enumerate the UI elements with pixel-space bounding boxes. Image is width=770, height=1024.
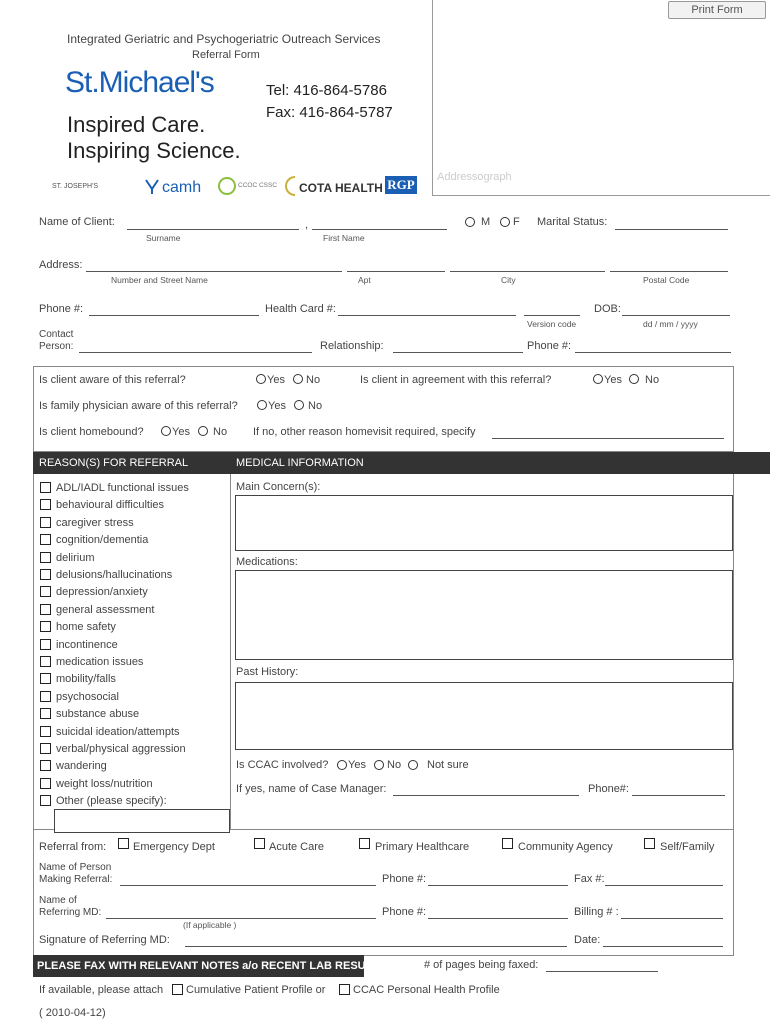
past-history-field[interactable]: [235, 682, 733, 750]
ccac-question: Is CCAC involved?: [236, 759, 329, 771]
referral-source-label: Self/Family: [660, 841, 715, 853]
md-label-1: Name of: [39, 895, 77, 906]
homebound-no-label: No: [213, 426, 228, 438]
reason-label: verbal/physical aggression: [56, 743, 186, 755]
postal-hint: Postal Code: [643, 275, 690, 285]
referral-source-checkbox[interactable]: [502, 838, 513, 849]
reason-label: Other (please specify):: [56, 795, 167, 807]
person-label-1: Name of Person: [39, 862, 112, 873]
ccac-no-radio[interactable]: [374, 760, 384, 770]
form-title: Referral Form: [192, 49, 260, 61]
referral-source-checkbox[interactable]: [254, 838, 265, 849]
first-name-hint: First Name: [323, 233, 365, 243]
medications-field[interactable]: [235, 570, 733, 660]
reason-checkbox[interactable]: [40, 639, 51, 650]
camh-logo: camh: [162, 179, 202, 196]
city-hint: City: [501, 275, 516, 285]
street-hint: Number and Street Name: [111, 275, 208, 285]
st-josephs-logo: ST. JOSEPH'S: [52, 183, 99, 190]
reason-label: weight loss/nutrition: [56, 778, 153, 790]
cota-logo-icon: [285, 176, 295, 196]
aware-yes-radio[interactable]: [256, 374, 266, 384]
reason-label: psychosocial: [56, 691, 119, 703]
person-name-field[interactable]: [120, 885, 376, 886]
reason-label: general assessment: [56, 604, 155, 616]
person-phone-field[interactable]: [428, 885, 568, 886]
contact-phone-label: Phone #:: [527, 340, 572, 352]
reason-label: ADL/IADL functional issues: [56, 482, 189, 494]
ccac-yes-radio[interactable]: [337, 760, 347, 770]
md-name-field[interactable]: [106, 918, 376, 919]
surname-field[interactable]: [127, 229, 299, 230]
referral-source-checkbox[interactable]: [118, 838, 129, 849]
name-of-client-label: Name of Client:: [39, 216, 115, 228]
tagline-2: Inspiring Science.: [67, 138, 241, 163]
md-phone-field[interactable]: [428, 918, 568, 919]
cpp-checkbox[interactable]: [172, 984, 183, 995]
ccac-not-sure-radio[interactable]: [408, 760, 418, 770]
signature-label: Signature of Referring MD:: [39, 934, 170, 946]
ccac-profile-label: CCAC Personal Health Profile: [353, 984, 500, 996]
relationship-field[interactable]: [393, 352, 523, 353]
sex-f-radio[interactable]: [500, 217, 510, 227]
dob-format-hint: dd / mm / yyyy: [643, 319, 698, 329]
postal-code-field[interactable]: [610, 271, 728, 272]
form-version: ( 2010-04-12): [39, 1007, 106, 1019]
reason-label: substance abuse: [56, 708, 140, 720]
medical-header: MEDICAL INFORMATION: [236, 457, 364, 469]
ccoc-logo: CCOC CSSC: [238, 182, 278, 189]
org-title: Integrated Geriatric and Psychogeriatric Outreach Services: [67, 32, 381, 46]
fax-notice: PLEASE FAX WITH RELEVANT NOTES a/o RECENT LAB RESULTS.: [37, 960, 389, 972]
reason-label: suicidal ideation/attempts: [56, 726, 180, 738]
reason-label: depression/anxiety: [56, 586, 148, 598]
reasons-header: REASON(S) FOR REFERRAL: [39, 457, 189, 469]
reason-checkbox[interactable]: [40, 621, 51, 632]
reason-checkbox[interactable]: [40, 569, 51, 580]
addressograph-box[interactable]: [432, 0, 770, 196]
reason-checkbox[interactable]: [40, 517, 51, 528]
reason-checkbox[interactable]: [40, 656, 51, 667]
physician-no-label: No: [308, 400, 323, 412]
person-phone-label: Phone #:: [382, 873, 427, 885]
dob-label: DOB:: [594, 303, 621, 315]
person-label-2: Making Referral:: [39, 874, 113, 885]
reason-label: incontinence: [56, 639, 118, 651]
apt-hint: Apt: [358, 275, 371, 285]
reason-checkbox[interactable]: [40, 778, 51, 789]
pages-field[interactable]: [546, 971, 658, 972]
version-code-hint: Version code: [527, 319, 577, 329]
addressograph-label: Addressograph: [437, 171, 512, 183]
signature-field[interactable]: [185, 946, 567, 947]
past-history-label: Past History:: [236, 666, 299, 678]
homevisit-field[interactable]: [492, 438, 724, 439]
phone-field[interactable]: [89, 315, 259, 316]
referral-source-label: Primary Healthcare: [375, 841, 470, 853]
case-manager-phone-label: Phone#:: [588, 783, 629, 795]
comma: ,: [305, 219, 309, 231]
case-manager-field[interactable]: [393, 795, 579, 796]
address-label: Address:: [39, 259, 83, 271]
md-phone-label: Phone #:: [382, 906, 427, 918]
referral-source-checkbox[interactable]: [359, 838, 370, 849]
sex-f-label: F: [513, 216, 520, 228]
homebound-yes-label: Yes: [172, 426, 190, 438]
rgp-logo: RGP: [385, 176, 417, 194]
contact-phone-field[interactable]: [575, 352, 731, 353]
reason-label: cognition/dementia: [56, 534, 149, 546]
reason-checkbox[interactable]: [40, 499, 51, 510]
physician-yes-label: Yes: [268, 400, 286, 412]
reason-checkbox[interactable]: [40, 604, 51, 615]
agreement-yes-radio[interactable]: [593, 374, 603, 384]
pages-label: # of pages being faxed:: [424, 959, 539, 971]
referral-source-checkbox[interactable]: [644, 838, 655, 849]
ccac-no-label: No: [387, 759, 402, 771]
referral-from-label: Referral from:: [39, 841, 107, 853]
billing-field[interactable]: [621, 918, 723, 919]
reason-checkbox[interactable]: [40, 482, 51, 493]
health-card-field[interactable]: [338, 315, 516, 316]
case-manager-phone-field[interactable]: [632, 795, 725, 796]
relationship-label: Relationship:: [320, 340, 384, 352]
cpp-label: Cumulative Patient Profile or: [186, 984, 326, 996]
surname-hint: Surname: [146, 233, 181, 243]
case-manager-label: If yes, name of Case Manager:: [236, 783, 387, 795]
st-michaels-logo: St.Michael's: [65, 66, 214, 99]
referral-source-label: Community Agency: [518, 841, 613, 853]
print-form-button[interactable]: Print Form: [668, 1, 766, 19]
md-label-2: Referring MD:: [39, 907, 102, 918]
tagline-1: Inspired Care.: [67, 112, 206, 137]
reason-checkbox[interactable]: [40, 743, 51, 754]
homebound-question: Is client homebound?: [39, 426, 144, 438]
homebound-yes-radio[interactable]: [161, 426, 171, 436]
tel-number: Tel: 416-864-5786: [266, 82, 387, 99]
cota-logo: COTA HEALTH: [299, 181, 383, 195]
agreement-yes-label: Yes: [604, 374, 622, 386]
aware-no-label: No: [306, 374, 321, 386]
reason-label: delusions/hallucinations: [56, 569, 173, 581]
main-concern-label: Main Concern(s):: [236, 481, 321, 493]
reason-checkbox[interactable]: [40, 708, 51, 719]
main-concern-field[interactable]: [235, 495, 733, 551]
agreement-no-label: No: [645, 374, 660, 386]
reason-label: delirium: [56, 552, 95, 564]
date-field[interactable]: [603, 946, 723, 947]
if-applicable-hint: (If applicable ): [183, 920, 237, 930]
fax-number: Fax: 416-864-5787: [266, 104, 393, 121]
medications-label: Medications:: [236, 556, 298, 568]
ccac-yes-label: Yes: [348, 759, 366, 771]
contact-person-field[interactable]: [79, 352, 312, 353]
ccac-not-sure-label: Not sure: [427, 759, 469, 771]
homevisit-label: If no, other reason homevisit required, specify: [253, 426, 476, 438]
marital-status-field[interactable]: [615, 229, 728, 230]
reason-checkbox[interactable]: [40, 760, 51, 771]
physician-yes-radio[interactable]: [257, 400, 267, 410]
person-fax-field[interactable]: [605, 885, 723, 886]
sex-m-label: M: [481, 216, 491, 228]
person-fax-label: Fax #:: [574, 873, 605, 885]
phone-label: Phone #:: [39, 303, 84, 315]
ccoc-logo-icon: [218, 177, 236, 195]
street-field[interactable]: [86, 271, 342, 272]
agreement-no-radio[interactable]: [629, 374, 639, 384]
apt-field[interactable]: [347, 271, 445, 272]
reason-checkbox[interactable]: [40, 726, 51, 737]
city-field[interactable]: [450, 271, 605, 272]
agreement-question: Is client in agreement with this referral?: [360, 374, 552, 386]
health-card-label: Health Card #:: [265, 303, 336, 315]
reason-label: caregiver stress: [56, 517, 134, 529]
reason-label: medication issues: [56, 656, 144, 668]
reason-checkbox[interactable]: [40, 534, 51, 545]
first-name-field[interactable]: [312, 229, 447, 230]
referral-source-label: Emergency Dept: [133, 841, 215, 853]
date-label: Date:: [574, 934, 601, 946]
dob-field[interactable]: [622, 315, 730, 316]
referral-source-label: Acute Care: [269, 841, 325, 853]
reason-label: wandering: [56, 760, 107, 772]
contact-label-2: Person:: [39, 341, 74, 352]
reason-label: mobility/falls: [56, 673, 116, 685]
reason-checkbox[interactable]: [40, 586, 51, 597]
reason-label: home safety: [56, 621, 116, 633]
billing-label: Billing # :: [574, 906, 619, 918]
version-code-field[interactable]: [524, 315, 580, 316]
reason-checkbox[interactable]: [40, 795, 51, 806]
camh-logo-icon: [143, 177, 161, 195]
reason-label: behavioural difficulties: [56, 499, 165, 511]
reason-checkbox[interactable]: [40, 673, 51, 684]
aware-question: Is client aware of this referral?: [39, 374, 186, 386]
ccac-profile-checkbox[interactable]: [339, 984, 350, 995]
sex-m-radio[interactable]: [465, 217, 475, 227]
aware-no-radio[interactable]: [293, 374, 303, 384]
contact-label-1: Contact: [39, 329, 74, 340]
marital-status-label: Marital Status:: [537, 216, 608, 228]
homebound-no-radio[interactable]: [198, 426, 208, 436]
reason-checkbox[interactable]: [40, 552, 51, 563]
physician-no-radio[interactable]: [294, 400, 304, 410]
aware-yes-label: Yes: [267, 374, 285, 386]
reason-checkbox[interactable]: [40, 691, 51, 702]
attach-label: If available, please attach: [39, 984, 164, 996]
physician-question: Is family physician aware of this referral?: [39, 400, 238, 412]
